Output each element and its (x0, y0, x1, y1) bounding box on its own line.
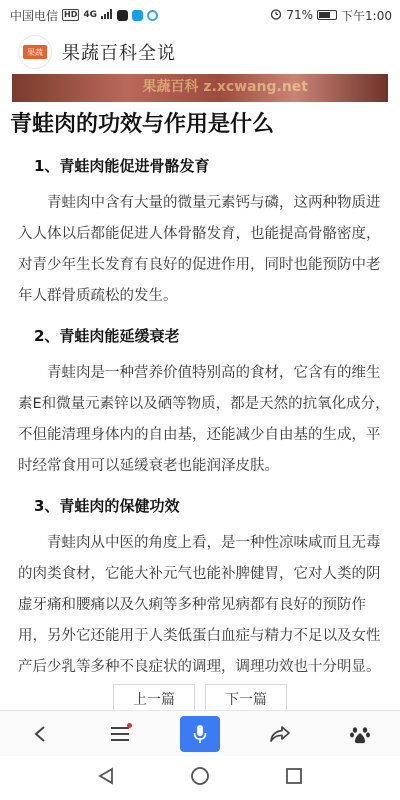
section-heading: 2、青蛙肉能延缓衰老 (34, 327, 180, 345)
triangle-back-icon (97, 767, 115, 785)
clock: 下午1:00 (341, 8, 392, 23)
section-body: 青蛙肉从中医的角度上看，是一种性凉味咸而且无毒的肉类食材，它能大补元气也能补脾健胃，它对人类的阴虚牙痛和腰痛以及久痢等多种常见病都有良好的预防作用，另外它还能用于人类低蛋白血症与精力不足以及女性产后少乳等多种不良症状的调理，调理功效也十分明显。 (18, 535, 381, 675)
section-heading: 3、青蛙肉的保健功效 (34, 497, 180, 515)
battery-percent: 71% (286, 8, 314, 22)
article-content (10, 104, 392, 683)
notification-dot (127, 723, 132, 728)
app-notification-icon (132, 10, 143, 21)
share-icon (269, 725, 291, 743)
browser-notification-icon (147, 10, 158, 21)
section-body: 青蛙肉中含有大量的微量元素钙与磷，这两种物质进入人体以后都能促进人体骨骼发育，也能提高骨骼密度，对青少年生长发育有良好的促进作用，同时也能预防中老年人群骨质疏松的发生。 (18, 195, 381, 304)
square-recents-icon (285, 767, 303, 785)
section-body: 青蛙肉是一种营养价值特别高的食材，它含有的维生素E和微量元素锌以及硒等物质，都是天然的抗氧化成分，不但能清理身体内的自由基，还能减少自由基的生成，平时经常食用可以延缓衰老也能润泽皮肤。 (18, 365, 390, 474)
system-recents-button[interactable] (285, 767, 303, 789)
system-back-button[interactable] (97, 767, 115, 789)
hd-icon: HD (64, 10, 78, 19)
menu-button[interactable] (100, 714, 140, 754)
hero-watermark: 果蔬百科 z.xcwang.net (142, 79, 308, 95)
article-title: 青蛙肉的功效与作用是什么 (10, 112, 275, 137)
carrier-name: 中国电信 (10, 8, 59, 23)
signal-bars-icon (101, 8, 113, 22)
section-heading: 1、青蛙肉能促进骨骼发育 (34, 157, 210, 175)
status-right (270, 7, 392, 24)
voice-search-button[interactable] (180, 714, 220, 754)
menu-icon (110, 726, 130, 742)
system-home-button[interactable] (190, 766, 210, 790)
microphone-icon (193, 724, 207, 744)
app-header (0, 30, 400, 74)
baidu-paw-icon (349, 723, 371, 745)
battery-icon (317, 10, 337, 20)
voice-button-bg (180, 716, 220, 752)
browser-toolbar (0, 710, 400, 756)
battery-fill (319, 12, 330, 18)
site-title[interactable]: 果蔬百科全说 (62, 43, 176, 64)
site-logo[interactable] (18, 35, 52, 69)
status-left (10, 7, 158, 24)
signal-4g-icon: 4G (83, 10, 98, 20)
system-nav-bar (0, 756, 400, 800)
tiktok-notification-icon (117, 10, 128, 21)
back-button[interactable] (20, 714, 60, 754)
next-article-button[interactable]: 下一篇 (205, 684, 287, 714)
hero-image (12, 74, 388, 102)
prev-article-button[interactable]: 上一篇 (113, 684, 195, 714)
logo-badge: 果蔬 (23, 45, 47, 59)
baidu-home-button[interactable] (340, 714, 380, 754)
status-bar (0, 0, 400, 30)
share-button[interactable] (260, 714, 300, 754)
alarm-icon (270, 8, 282, 23)
back-icon (33, 725, 47, 743)
circle-home-icon (190, 766, 210, 786)
